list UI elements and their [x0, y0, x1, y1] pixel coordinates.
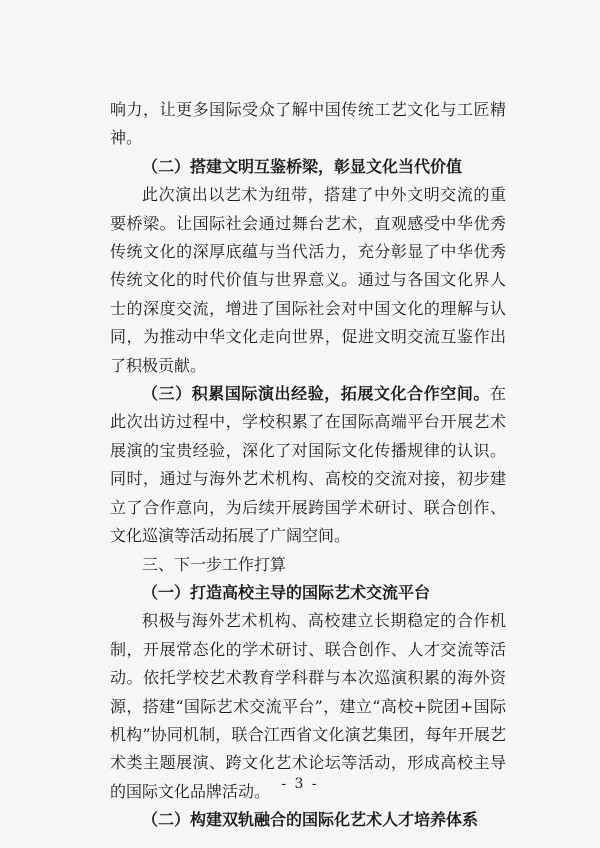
subheading-3-lead: （三）积累国际演出经验，拓展文化合作空间。: [142, 384, 490, 404]
document-body: [110, 96, 506, 835]
subheading-next-1: （一）打造高校主导的国际艺术交流平台: [142, 582, 431, 602]
subheading-2: （二）搭建文明互鉴桥梁，彰显文化当代价值: [142, 156, 463, 176]
section-heading-next-steps: 三、下一步工作打算: [142, 554, 287, 574]
subheading-next-2: （二）构建双轨融合的国际化艺术人才培养体系: [142, 810, 479, 830]
page-number: - 3 -: [281, 776, 319, 792]
paragraph-platform: 积极与海外艺术机构、高校建立长期稳定的合作机制，开展常态化的学术研讨、联合创作、人才交流等活动。依托学校艺术教育学科群与本次巡演积累的海外资源，搭建“国际艺术交流平台”，建立“高校+院团+国际机构”协同机制，联合江西省文化演艺集团，每年开展艺术类主题展演、跨文化艺术论坛等活动，形成高校主导的国际文化品牌活动。: [110, 611, 506, 801]
paragraph-experience: [110, 380, 506, 550]
paragraph-exchange: 此次演出以艺术为纽带，搭建了中外文明交流的重要桥梁。让国际社会通过舞台艺术，直观感受中华优秀传统文化的深厚底蕴与当代活力，充分彰显了中华优秀传统文化的时代价值与世界意义。通过与各国文化界人士的深度交流，增进了国际社会对中国文化的理解与认同，为推动中华文化走向世界，促进文明交流互鉴作出了积极贡献。: [110, 185, 506, 375]
paragraph-continuation: 响力，让更多国际受众了解中国传统工艺文化与工匠精神。: [110, 100, 506, 148]
paragraph-experience-text: 在此次出访过程中，学校积累了在国际高端平台开展艺术展演的宝贵经验，深化了对国际文化传播规律的认识。同时，通过与海外艺术机构、高校的交流对接，初步建立了合作意向，为后续开展跨国学术研讨、联合创作、文化巡演等活动拓展了广阔空间。: [110, 384, 506, 546]
